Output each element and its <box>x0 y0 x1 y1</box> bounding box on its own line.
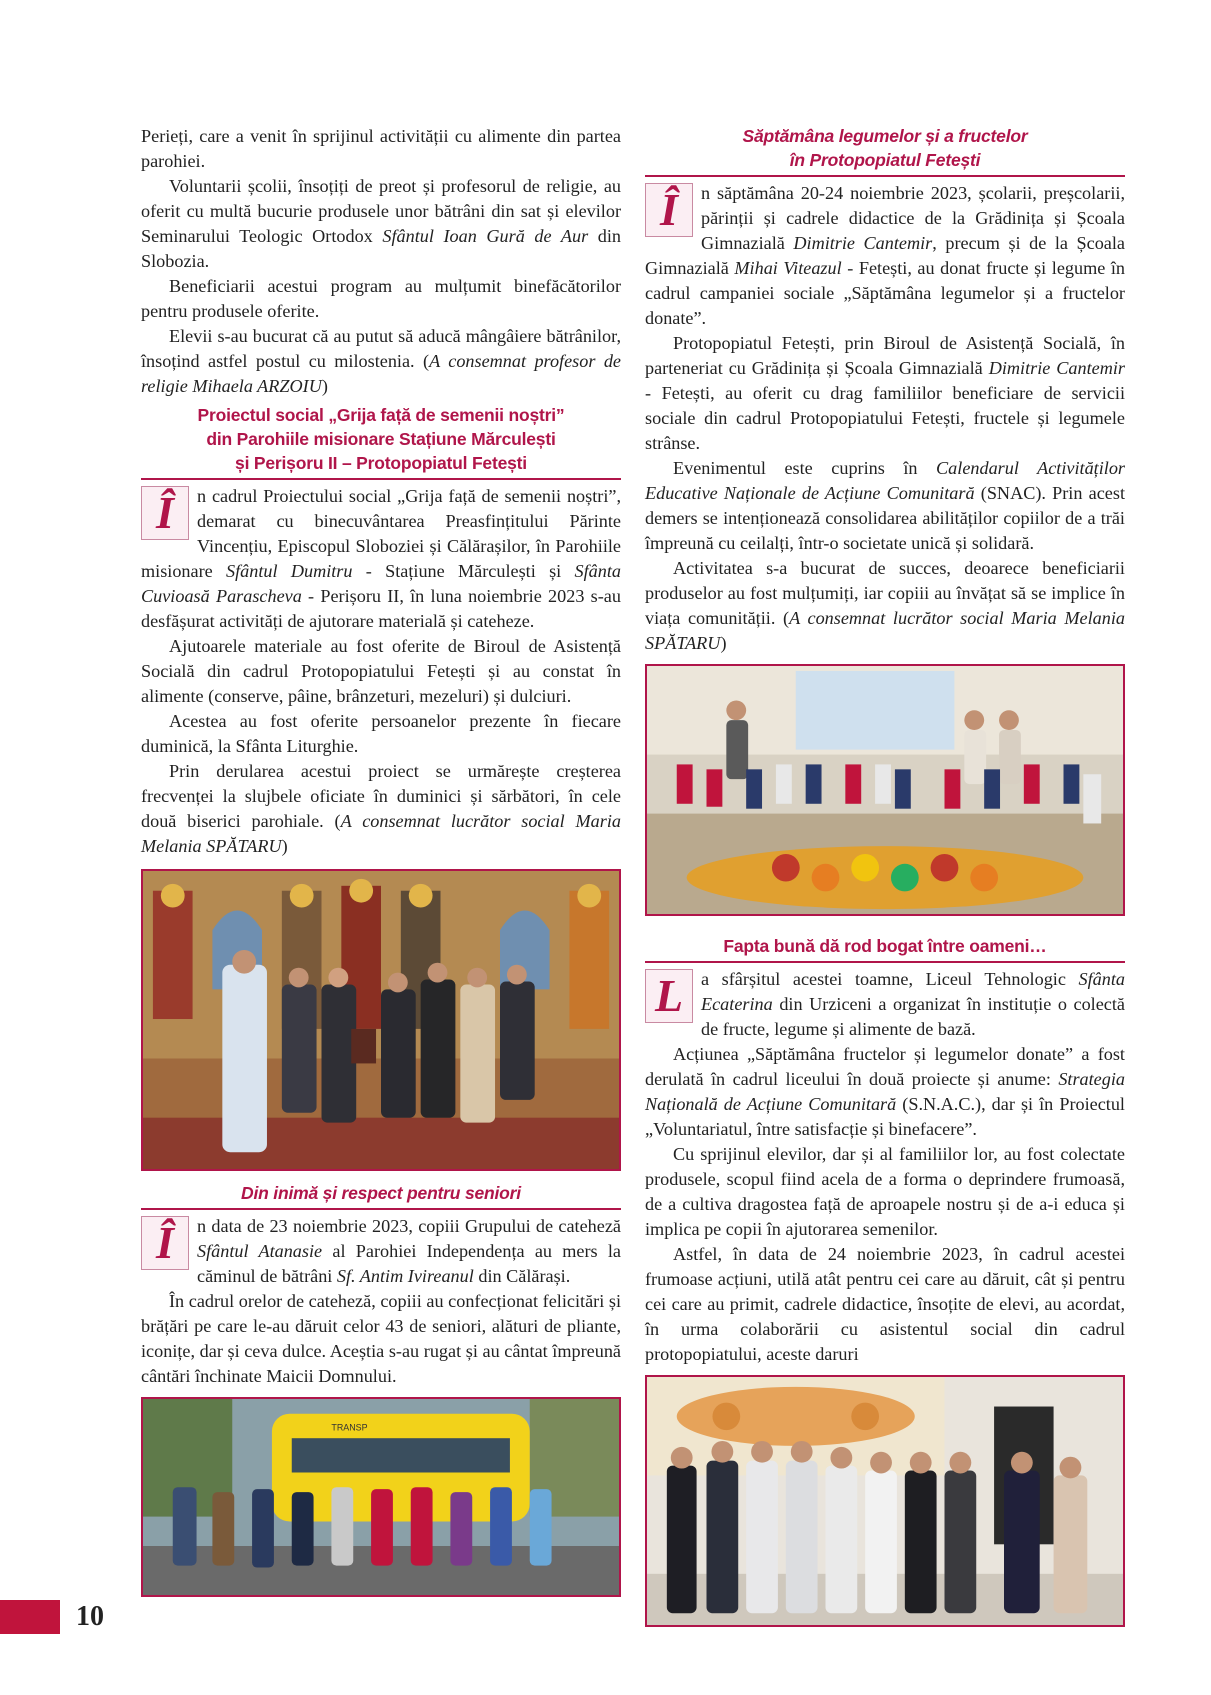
paragraph: Activitatea s-a bucurat de succes, deoarece beneficiarii produselor au fost mulțumiți, iar copiii au învățat să se implice în viața comunității. (A consemnat lucrător social Maria Melania SPĂTARU) <box>645 558 1125 653</box>
heading-line: Proiectul social „Grija față de semenii noștri” <box>197 405 565 425</box>
paragraph: Beneficiarii acestui program au mulțumit binefăcătorilor pentru produsele oferite. <box>141 276 621 321</box>
children-bus-photo <box>141 1397 621 1597</box>
heading-line: din Parohiile misionare Stațiune Mărculești <box>206 429 556 449</box>
paragraph: Prin derularea acestui proiect se urmărește creșterea frecvenței la slujbele oficiate în duminici și sărbători, în cele două biserici parohiale. (A consemnat lucrător social Maria Melania SPĂTARU) <box>141 761 621 856</box>
paragraph: n data de 23 noiembrie 2023, copiii Grupului de cateheză Sfântul Atanasie al Parohiei Independența au mers la căminul de bătrâni Sf. Antim Ivireanul din Călărași. <box>197 1216 622 1286</box>
paragraph: Cu sprijinul elevilor, dar și al familiilor lor, au fost colectate produsele, scopul fiind acela de a forma o deprindere frumoasă, de a cultiva dragostea față de aproapele nostru și de a-i educa și implica pe copii în ajutorarea semenilor. <box>645 1144 1125 1239</box>
paragraph: În cadrul orelor de cateheză, copiii au confecționat felicitări și brățări pe care le-au dăruit celor 43 de seniori, alături de pliante, iconițe, dar și ceva dulce. Aceștia s-au rugat și au cântat împreună cântări închinate Maicii Domnului. <box>141 1291 621 1386</box>
page-number: 10 <box>76 1601 104 1632</box>
paragraph: n cadrul Proiectului social „Grija față de semenii noștri”, demarat cu binecuvântarea Preasfințitului Părinte Vincențiu, Episcopul Sloboziei și Călărașilor, în Parohiile misionare Sfântul Dumitru - Stațiune Mărculești și Sfânta Cuvioasă Parascheva - Perișoru II, în luna noiembrie 2023 s-au desfășurat activități de ajutorare materială și cateheze. <box>141 486 621 631</box>
paragraph: n săptămâna 20-24 noiembrie 2023, școlarii, preșcolarii, părinții și cadrele didactice de la Grădinița și Școala Gimnazială Dimitrie Cantemir, precum și de la Școala Gimnazială Mihai Viteazul - Fetești, au donat fructe și legume în cadrul campaniei sociale „Săptămâna legumelor și a fructelor donate”. <box>645 183 1126 328</box>
heading-line: în Protopopiatul Fetești <box>789 150 981 170</box>
church-group-photo <box>141 869 621 1171</box>
paragraph: Astfel, în data de 24 noiembrie 2023, în cadrul acestei frumoase acțiuni, utilă atât pentru cei care au dăruit, cât și pentru cei care au primit, cadrele didactice, însoțite de elevi, au acordat, în urma colaborării cu asistentul social din cadrul protopopiatului, aceste daruri <box>645 1244 1125 1364</box>
heading-line: și Perișoru II – Protopopiatul Fetești <box>235 453 527 473</box>
drop-cap: Î <box>645 183 693 237</box>
right-column <box>645 124 1125 1627</box>
page-number-bar <box>0 1600 60 1634</box>
kindergarten-photo <box>645 664 1125 916</box>
paragraph: Perieți, care a venit în sprijinul activității cu alimente din partea parohiei. <box>141 126 621 171</box>
left-column <box>141 124 621 1597</box>
paragraph: Protopopiatul Fetești, prin Biroul de Asistență Socială, în parteneriat cu Grădinița și Școala Gimnazială Dimitrie Cantemir - Fetești, au oferit cu drag familiilor beneficiare de servicii sociale din cadrul Protopopiatului Fetești, fructele și legumele strânse. <box>645 333 1125 453</box>
article-heading <box>141 1181 621 1210</box>
paragraph: Evenimentul este cuprins în Calendarul Activităților Educative Naționale de Acțiune Comunitară (SNAC). Prin acest demers se intenționează consolidarea abilităților copiilor de a trăi împreună cu ceilalți, într-o societate unică și solidară. <box>645 458 1126 553</box>
article-body <box>141 1214 621 1389</box>
students-group-image <box>647 1377 1123 1625</box>
paragraph: Acțiunea „Săptămâna fructelor și legumelor donate” a fost derulată în cadrul liceului în două proiecte și anume: Strategia Națională de Acțiune Comunitară (S.N.A.C.), dar și în Proiectul „Voluntariatul, între satisfacție și binefacere”. <box>645 1044 1125 1139</box>
article-heading <box>141 403 621 480</box>
heading-line: Săptămâna legumelor și a fructelor <box>742 126 1028 146</box>
article-continuation <box>141 124 621 399</box>
students-donation-photo <box>645 1375 1125 1627</box>
heading-line: Fapta bună dă rod bogat între oameni… <box>723 936 1047 956</box>
bus-sign: TRANSP <box>331 1422 368 1433</box>
church-interior-image <box>143 871 619 1169</box>
drop-cap: L <box>645 969 693 1023</box>
paragraph: Ajutoarele materiale au fost oferite de Biroul de Asistență Socială din cadrul Protopopiatului Fetești și au constat în alimente (conserve, pâine, brânzeturi, mezeluri) și dulciuri. <box>141 636 621 706</box>
article-body <box>645 181 1125 656</box>
article-heading <box>645 124 1125 177</box>
paragraph: a sfârșitul acestei toamne, Liceul Tehnologic Sfânta Ecaterina din Urziceni a organizat în instituție o colectă de fructe, legume și alimente de bază. <box>701 969 1125 1039</box>
paragraph: Voluntarii școlii, însoțiți de preot și profesorul de religie, au oferit cu multă bucurie produsele unor bătrâni din sat și elevilor Seminarului Teologic Ortodox Sfântul Ioan Gură de Aur din Slobozia. <box>141 176 621 271</box>
children-outdoor-image <box>143 1399 619 1595</box>
heading-line: Din inimă și respect pentru seniori <box>241 1183 521 1203</box>
children-produce-image <box>647 666 1123 914</box>
paragraph: Elevii s-au bucurat că au putut să aducă mângâiere bătrânilor, însoțind astfel postul cu milostenia. (A consemnat profesor de religie Mihaela ARZOIU) <box>141 326 621 396</box>
article-body <box>141 484 621 859</box>
paragraph: Acestea au fost oferite persoanelor prezente în fiecare duminică, la Sfânta Liturghie. <box>141 711 621 756</box>
drop-cap: Î <box>141 1216 189 1270</box>
article-heading <box>645 934 1125 963</box>
drop-cap: Î <box>141 486 189 540</box>
article-body <box>645 967 1125 1367</box>
